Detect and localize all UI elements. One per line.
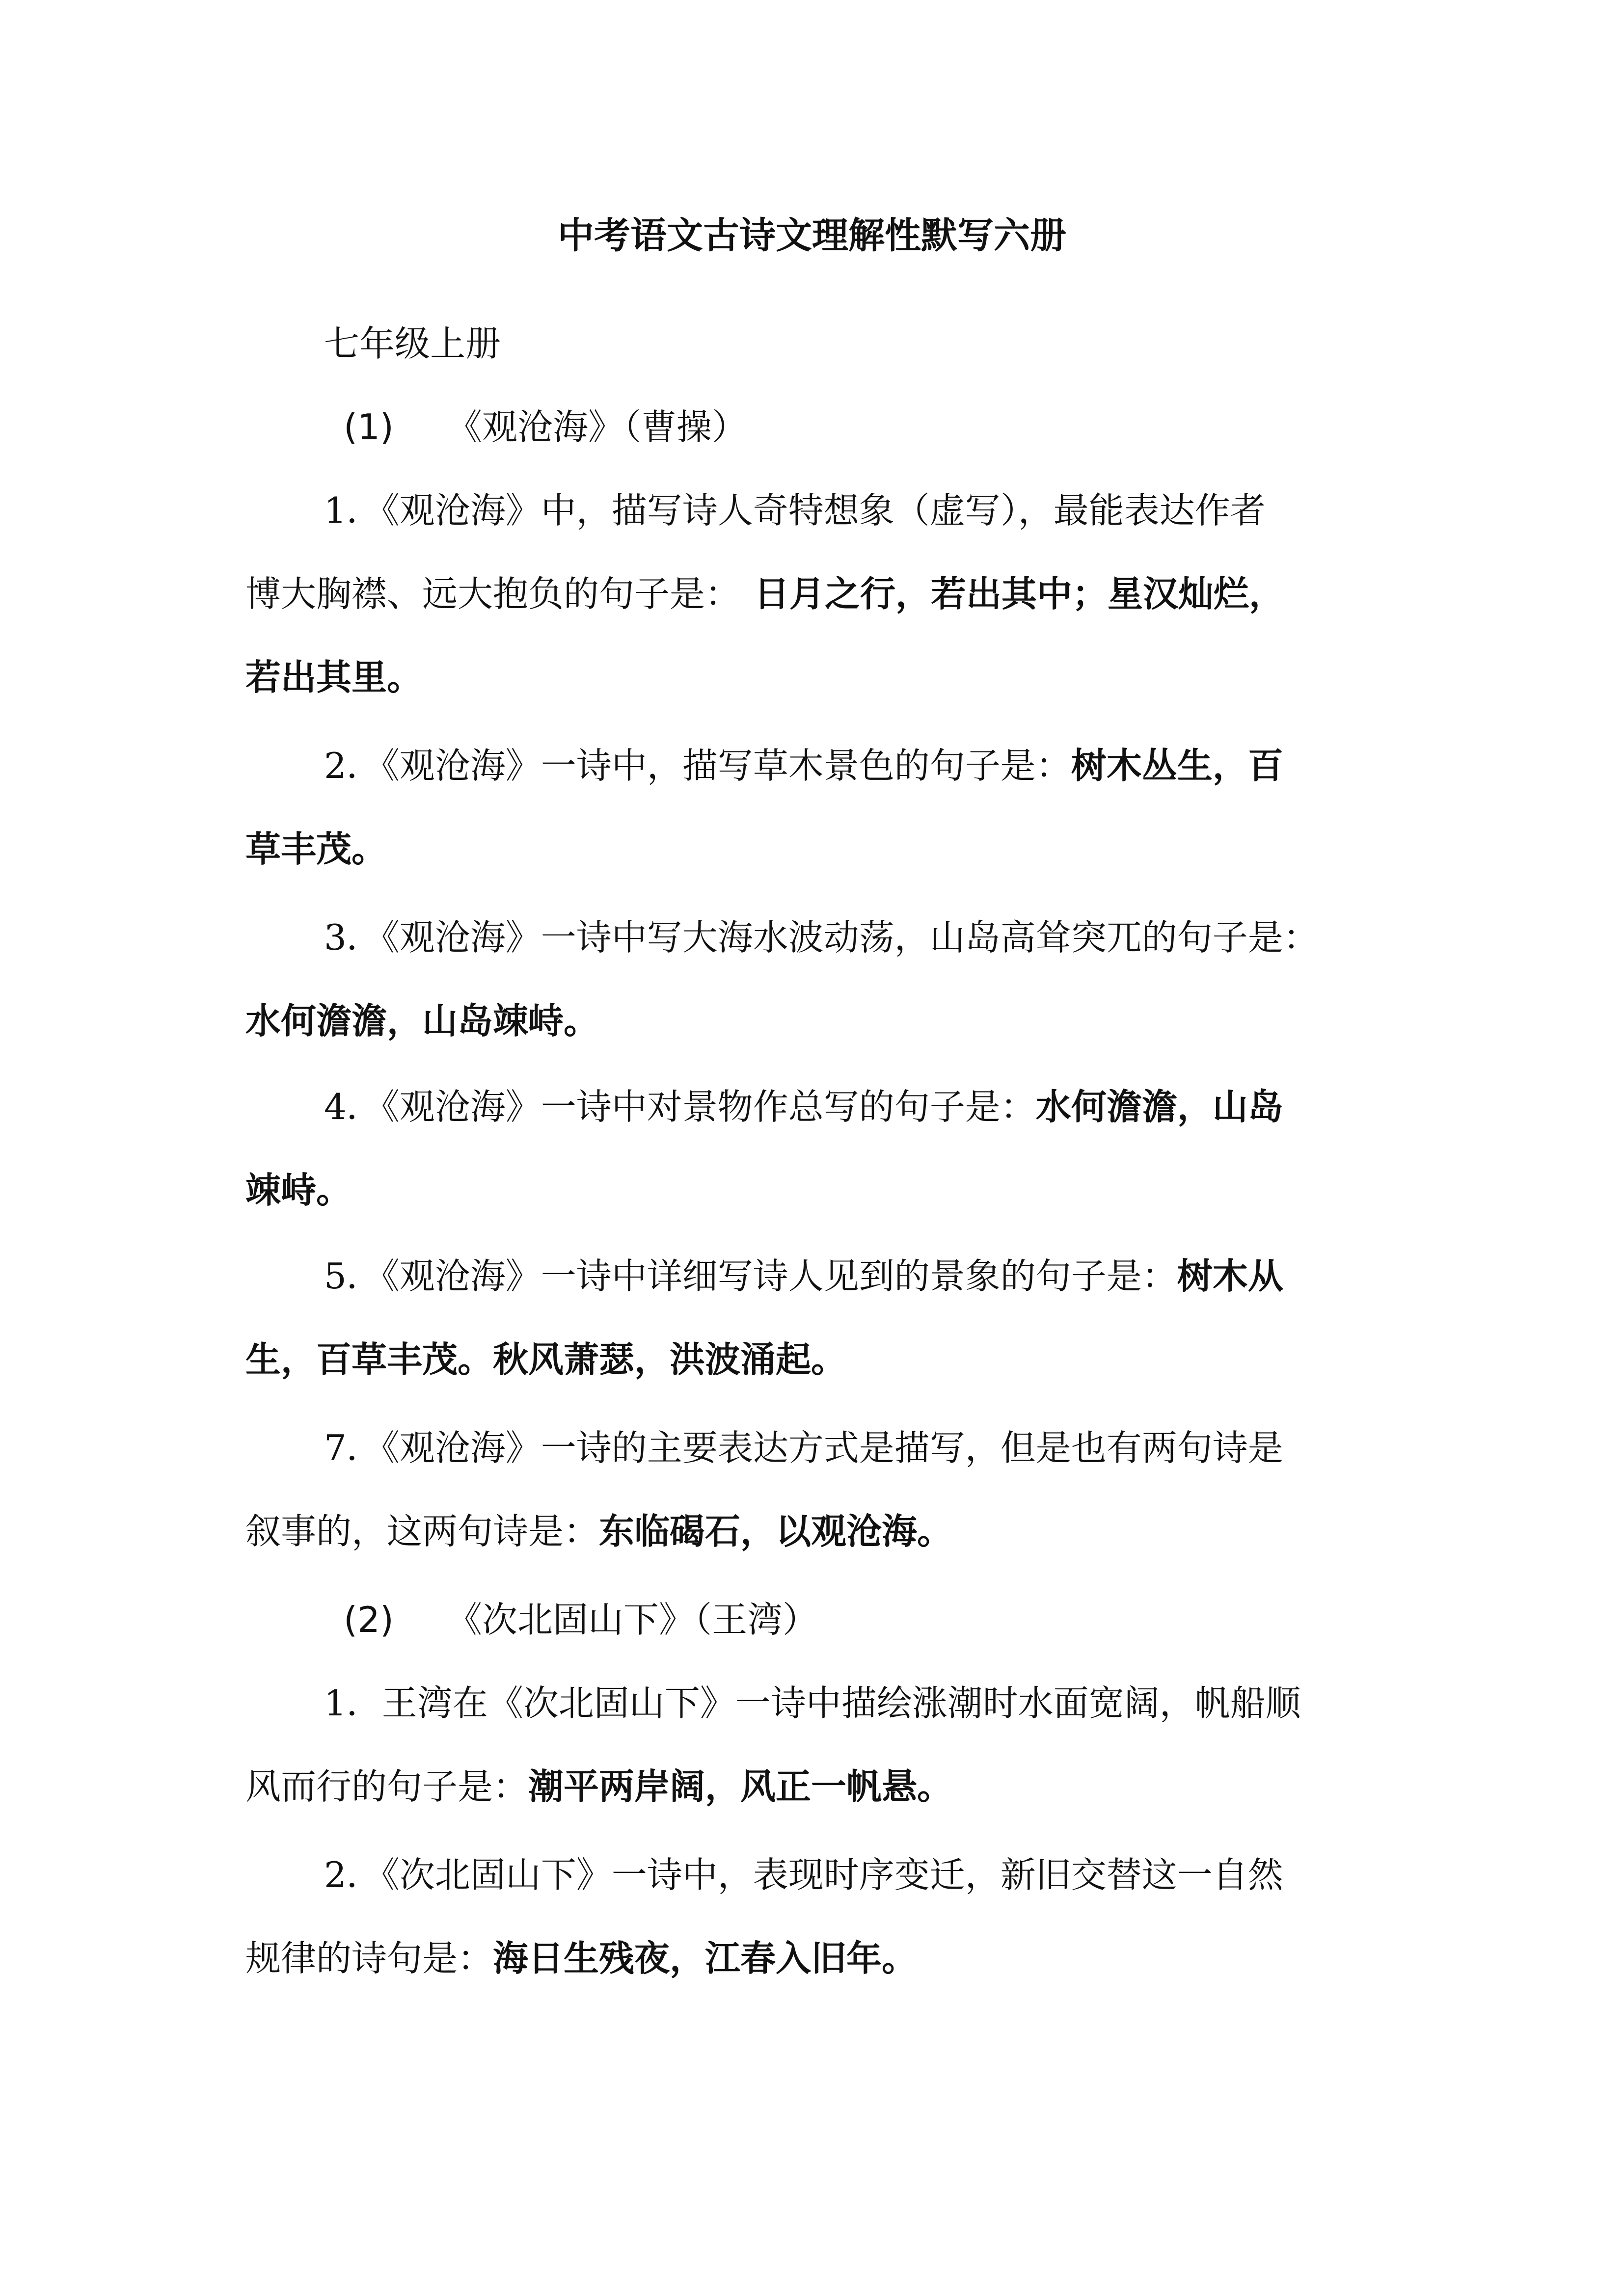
s1-q3-prompt: 3．《观沧海》一诗中写大海水波动荡，山岛高耸突兀的句子是： <box>324 917 1319 958</box>
section-2-title: 《次北固山下》（王湾） <box>447 1599 818 1640</box>
s2-q2-line-2 <box>0 1929 1624 1988</box>
s1-q5-answer-part-2: 生，百草丰茂。秋风萧瑟，洪波涌起。 <box>245 1339 847 1380</box>
s2-q1-line-2 <box>0 1757 1624 1816</box>
s2-q2-prompt-end: 规律的诗句是： <box>245 1938 493 1979</box>
s1-q7-line-2 <box>0 1502 1624 1561</box>
s1-q3-answer: 水何澹澹，山岛竦峙。 <box>245 1000 599 1041</box>
s2-q1-answer: 潮平两岸阔，风正一帆悬。 <box>528 1766 953 1807</box>
s1-q1-prompt-end: 博大胸襟、远大抱负的句子是： <box>245 573 741 614</box>
s1-q4-answer-part-1: 水何澹澹，山岛 <box>1035 1086 1283 1127</box>
s2-q1-line-1: 1．王湾在《次北固山下》一诗中描绘涨潮时水面宽阔，帆船顺 <box>324 1682 1301 1724</box>
s1-q5-answer-part-1: 树木从 <box>1177 1255 1283 1297</box>
s1-q2-prompt: 2．《观沧海》一诗中，描写草木景色的句子是： <box>324 745 1071 786</box>
s1-q5-line-1 <box>0 1247 1624 1306</box>
section-1-number: (1) <box>344 406 394 448</box>
s1-q7-answer: 东临碣石，以观沧海。 <box>599 1511 953 1552</box>
section-1-title: 《观沧海》（曹操） <box>447 406 748 448</box>
s1-q5-prompt: 5．《观沧海》一诗中详细写诗人见到的景象的句子是： <box>324 1255 1177 1297</box>
s1-q2-answer-part-2: 草丰茂。 <box>245 828 387 870</box>
s1-q1-answer-part-2: 若出其里。 <box>245 657 423 698</box>
document-title: 中考语文古诗文理解性默写六册 <box>558 214 1066 257</box>
grade-heading: 七年级上册 <box>324 323 501 364</box>
section-2-number: (2) <box>344 1599 394 1640</box>
s1-q4-answer-part-2: 竦峙。 <box>245 1170 352 1211</box>
s2-q2-line-1: 2．《次北固山下》一诗中，表现时序变迁，新旧交替这一自然 <box>324 1854 1283 1896</box>
section-1-heading <box>0 398 1624 456</box>
s1-q1-answer-part-1: 日月之行，若出其中；星汉灿烂， <box>754 573 1285 614</box>
s1-q4-prompt: 4．《观沧海》一诗中对景物作总写的句子是： <box>324 1086 1036 1127</box>
s1-q1-line-2 <box>0 564 1624 623</box>
s1-q2-line-1 <box>0 736 1624 795</box>
s2-q2-answer: 海日生残夜，江春入旧年。 <box>493 1938 918 1979</box>
s1-q2-answer-part-1: 树木丛生，百 <box>1071 745 1283 786</box>
s1-q7-line-1: 7．《观沧海》一诗的主要表达方式是描写，但是也有两句诗是 <box>324 1427 1283 1468</box>
s1-q1-line-1: 1．《观沧海》中，描写诗人奇特想象（虚写），最能表达作者 <box>324 490 1266 531</box>
s1-q7-prompt-end: 叙事的，这两句诗是： <box>245 1511 599 1552</box>
s1-q4-line-1 <box>0 1077 1624 1136</box>
section-2-heading <box>0 1590 1624 1649</box>
s2-q1-prompt-end: 风而行的句子是： <box>245 1766 529 1807</box>
